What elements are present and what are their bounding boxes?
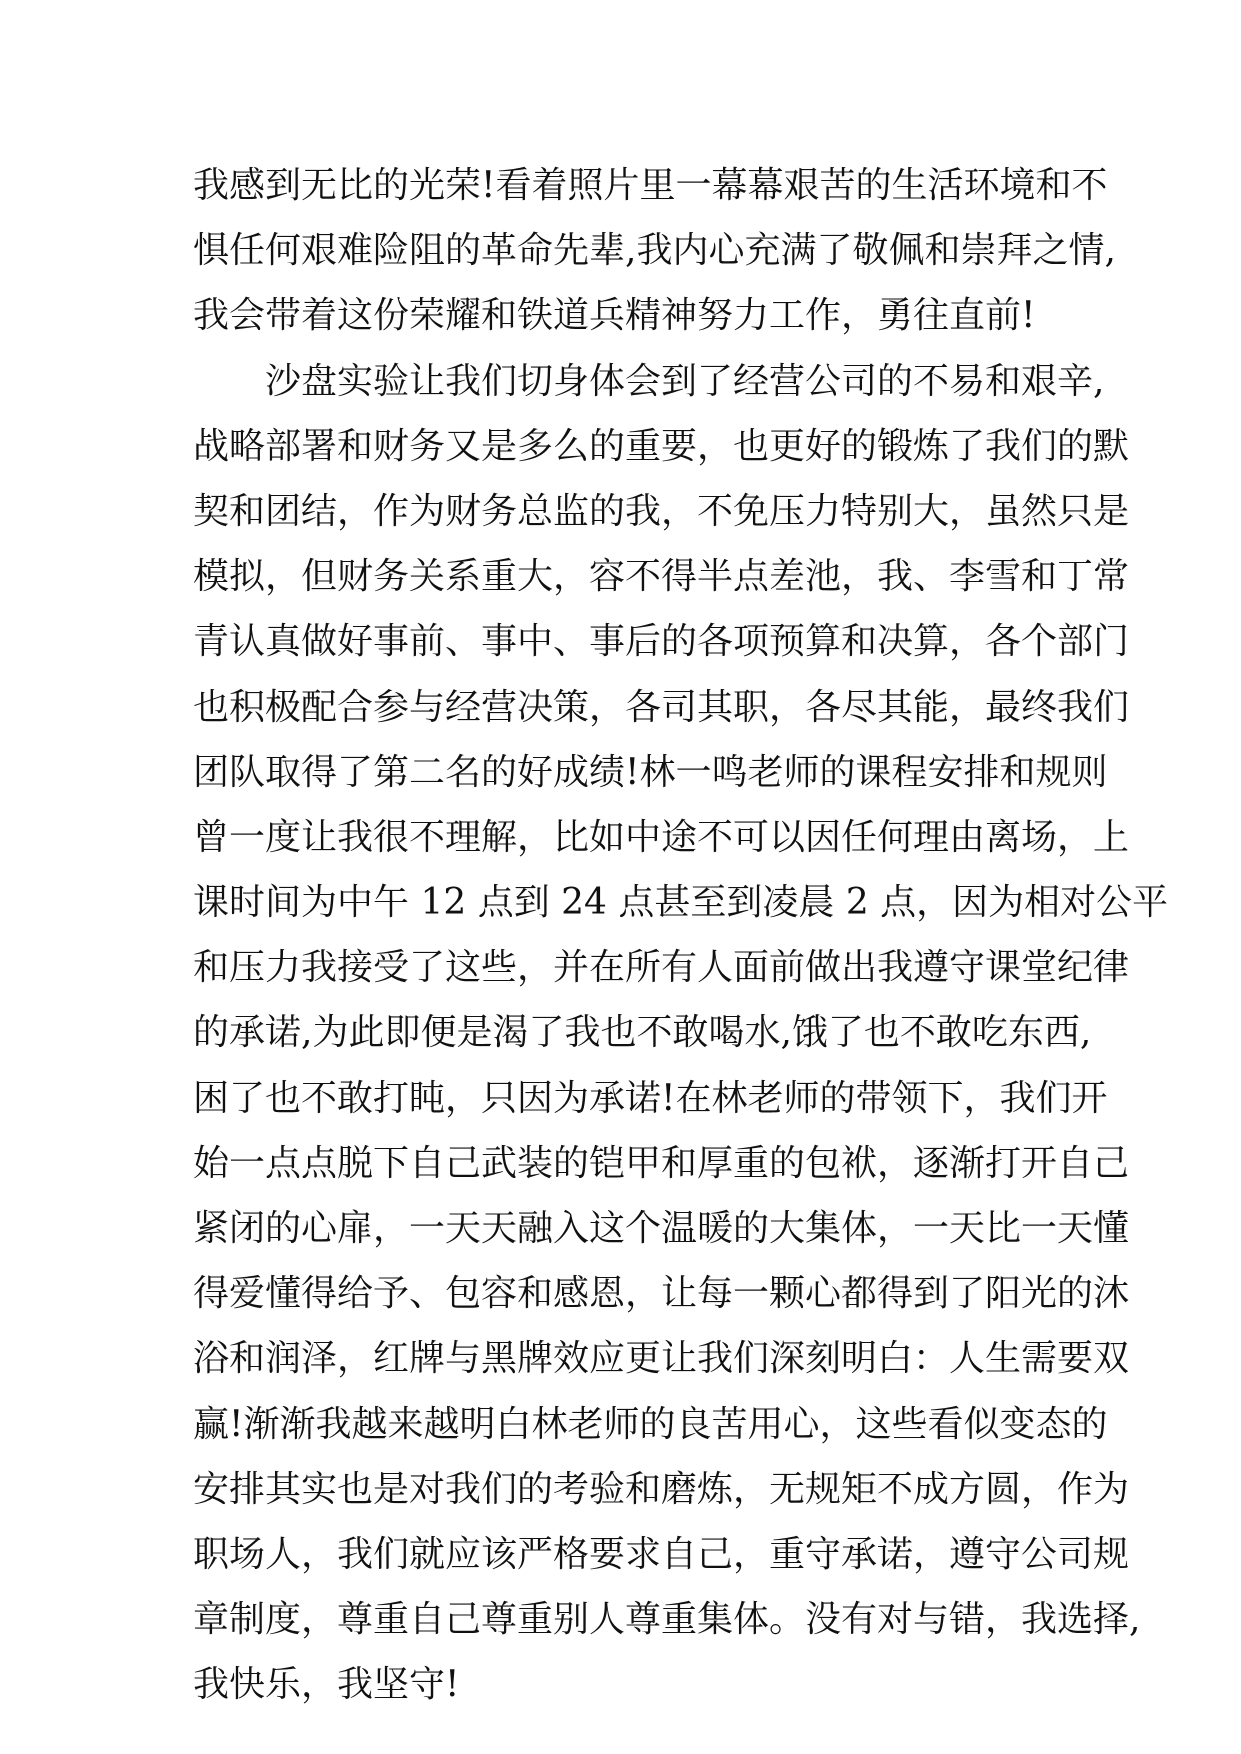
text-line: 章制度，尊重自己尊重别人尊重集体。没有对与错，我选择, — [193, 1599, 1141, 1641]
text-line: 安排其实也是对我们的考验和磨炼，无规矩不成方圆，作为 — [193, 1468, 1130, 1510]
text-line: 战略部署和财务又是多么的重要，也更好的锻炼了我们的默 — [193, 425, 1130, 467]
text-line: 始一点点脱下自己武装的铠甲和厚重的包袱，逐渐打开自己 — [193, 1142, 1130, 1184]
paragraph-first-line: 沙盘实验让我们切身体会到了经营公司的不易和艰辛, — [265, 360, 1105, 402]
text-line: 职场人，我们就应该严格要求自己，重守承诺，遵守公司规 — [193, 1533, 1130, 1575]
text-line: 团队取得了第二名的好成绩!林一鸣老师的课程安排和规则 — [193, 751, 1108, 793]
body-text — [193, 165, 1169, 1733]
text-line: 契和团结，作为财务总监的我，不免压力特别大，虽然只是 — [193, 490, 1130, 532]
text-line: 得爱懂得给予、包容和感恩，让每一颗心都得到了阳光的沐 — [193, 1273, 1130, 1315]
text-line: 我感到无比的光荣!看着照片里一幕幕艰苦的生活环境和不 — [193, 165, 1108, 206]
text-line: 惧任何艰难险阻的革命先辈,我内心充满了敬佩和崇拜之情, — [193, 230, 1116, 272]
text-line: 曾一度让我很不理解，比如中途不可以因任何理由离场，上 — [193, 816, 1130, 858]
text-line: 也积极配合参与经营决策，各司其职，各尽其能，最终我们 — [193, 686, 1130, 728]
text-line: 青认真做好事前、事中、事后的各项预算和决算，各个部门 — [193, 621, 1130, 663]
text-line: 赢!渐渐我越来越明白林老师的良苦用心，这些看似变态的 — [193, 1403, 1108, 1445]
text-line: 我快乐，我坚守! — [193, 1664, 460, 1706]
text-line: 浴和润泽，红牌与黑牌效应更让我们深刻明白：人生需要双 — [193, 1338, 1130, 1380]
text-line: 紧闭的心扉，一天天融入这个温暖的大集体，一天比一天懂 — [193, 1208, 1130, 1249]
text-line: 困了也不敢打盹，只因为承诺!在林老师的带领下，我们开 — [193, 1077, 1108, 1119]
text-line: 课时间为中午 12 点到 24 点甚至到凌晨 2 点，因为相对公平 — [193, 882, 1169, 924]
text-line: 模拟，但财务关系重大，容不得半点差池，我、李雪和丁常 — [193, 556, 1130, 598]
text-line: 和压力我接受了这些，并在所有人面前做出我遵守课堂纪律 — [193, 947, 1130, 989]
text-line: 我会带着这份荣耀和铁道兵精神努力工作，勇往直前! — [193, 295, 1036, 337]
text-line: 的承诺,为此即便是渴了我也不敢喝水,饿了也不敢吃东西, — [193, 1012, 1092, 1054]
